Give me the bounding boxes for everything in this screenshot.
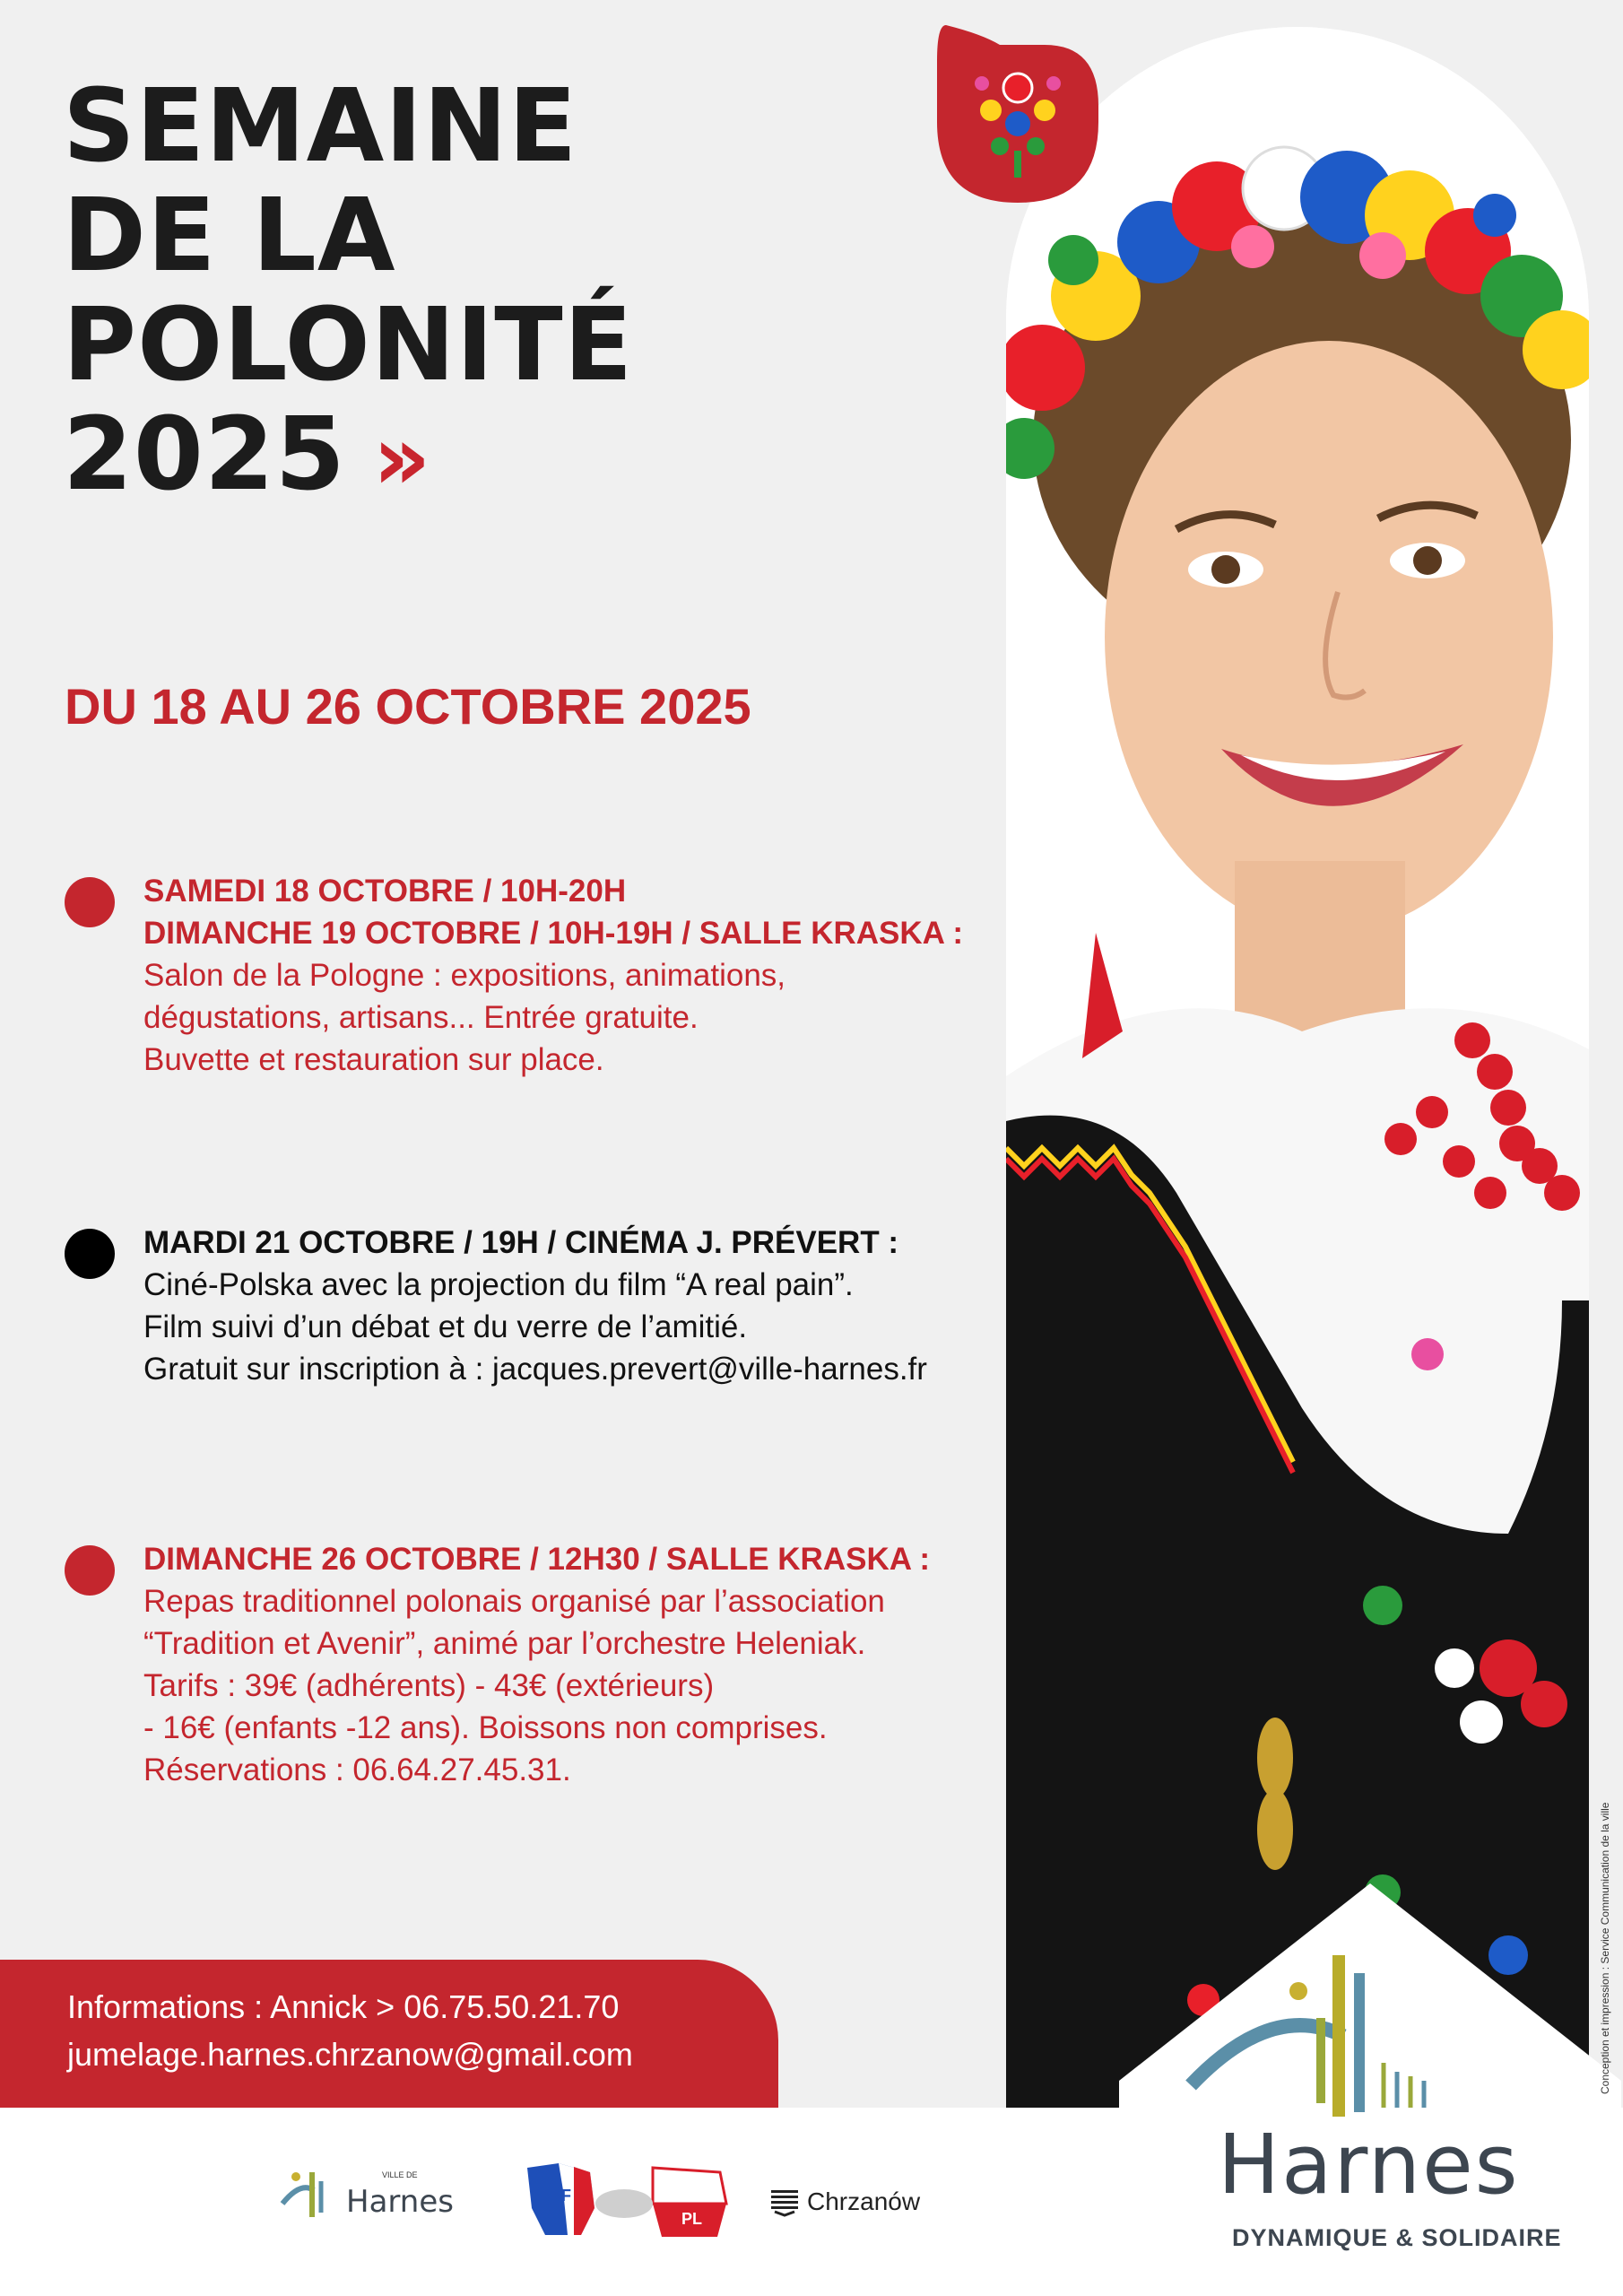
- harnes-small-wordmark: Harnes: [346, 2184, 454, 2220]
- credit-text: Conception et impression : Service Communication de la ville de Harnes: [1599, 1803, 1611, 2094]
- folk-dancer-illustration: [1006, 27, 1589, 2108]
- event-line: Film suivi d’un débat et du verre de l’amitié.: [143, 1309, 748, 1344]
- bullet-red: [65, 877, 115, 927]
- event-dates: DU 18 AU 26 OCTOBRE 2025: [65, 678, 751, 735]
- chrzanow-emblem-icon: [769, 2187, 800, 2217]
- folk-art-badge: [937, 25, 1098, 203]
- event-line: DIMANCHE 19 OCTOBRE / 10H-19H / SALLE KRASKA :: [143, 916, 964, 951]
- event-line: Gratuit sur inscription à : jacques.prevert@ville-harnes.fr: [143, 1352, 927, 1387]
- event-line: Ciné-Polska avec la projection du film “A real pain”.: [143, 1267, 854, 1302]
- flag-pl-label: PL: [681, 2210, 703, 2228]
- credit-text-svg: [1596, 1803, 1614, 2099]
- event-text: [143, 870, 1058, 1081]
- event-line: MARDI 21 OCTOBRE / 19H / CINÉMA J. PRÉVERT :: [143, 1225, 899, 1260]
- title-line-1: SEMAINE: [63, 68, 578, 185]
- event-line: DIMANCHE 26 OCTOBRE / 12H30 / SALLE KRASKA :: [143, 1542, 931, 1577]
- title-year: 2025: [63, 396, 346, 513]
- info-phone: Informations : Annick > 06.75.50.21.70: [67, 1988, 620, 2025]
- bullet-black: [65, 1229, 115, 1279]
- france-poland-handshake-icon: [518, 2154, 733, 2244]
- jumelage-logo: [518, 2154, 733, 2244]
- harnes-tagline: DYNAMIQUE & SOLIDAIRE: [1232, 2224, 1562, 2251]
- chrzanow-label: Chrzanów: [807, 2187, 921, 2215]
- bullet-red: [65, 1545, 115, 1596]
- event-text: [143, 1538, 1058, 1791]
- event-line: dégustations, artisans... Entrée gratuite.: [143, 1000, 699, 1035]
- ville-de-label: VILLE DE: [382, 2170, 418, 2179]
- event-line: Buvette et restauration sur place.: [143, 1042, 604, 1077]
- title-quote-mark: »: [372, 405, 432, 510]
- info-email: jumelage.harnes.chrzanow@gmail.com: [67, 2036, 633, 2073]
- title-line-2: DE LA: [63, 178, 396, 294]
- title-line-3: POLONITÉ: [63, 287, 634, 404]
- harnes-main-logo: [1119, 1883, 1621, 2296]
- chrzanow-logo: [769, 2184, 949, 2220]
- harnes-emblem-icon: [278, 2163, 341, 2226]
- folk-rooster-icon: [937, 25, 1098, 203]
- info-banner: [0, 1960, 778, 2108]
- event-line: SAMEDI 18 OCTOBRE / 10H-20H: [143, 874, 627, 909]
- credit-vertical: [1596, 1803, 1614, 2099]
- harnes-wordmark: Harnes: [1218, 2117, 1520, 2213]
- folk-dancer-photo: [1006, 27, 1589, 2108]
- event-line: “Tradition et Avenir”, animé par l’orchestre Heleniak.: [143, 1626, 866, 1661]
- event-text: [143, 1222, 1058, 1390]
- poster-title: [63, 68, 959, 513]
- flag-f-label: F: [561, 2187, 571, 2205]
- event-line: - 16€ (enfants -12 ans). Boissons non comprises.: [143, 1710, 828, 1745]
- event-line: Tarifs : 39€ (adhérents) - 43€ (extérieurs): [143, 1668, 715, 1703]
- event-line: Repas traditionnel polonais organisé par l’association: [143, 1584, 885, 1619]
- event-line: Réservations : 06.64.27.45.31.: [143, 1752, 571, 1787]
- event-line: Salon de la Pologne : expositions, animations,: [143, 958, 786, 993]
- ville-de-harnes-logo: [278, 2161, 475, 2233]
- title-line-4: [63, 396, 959, 513]
